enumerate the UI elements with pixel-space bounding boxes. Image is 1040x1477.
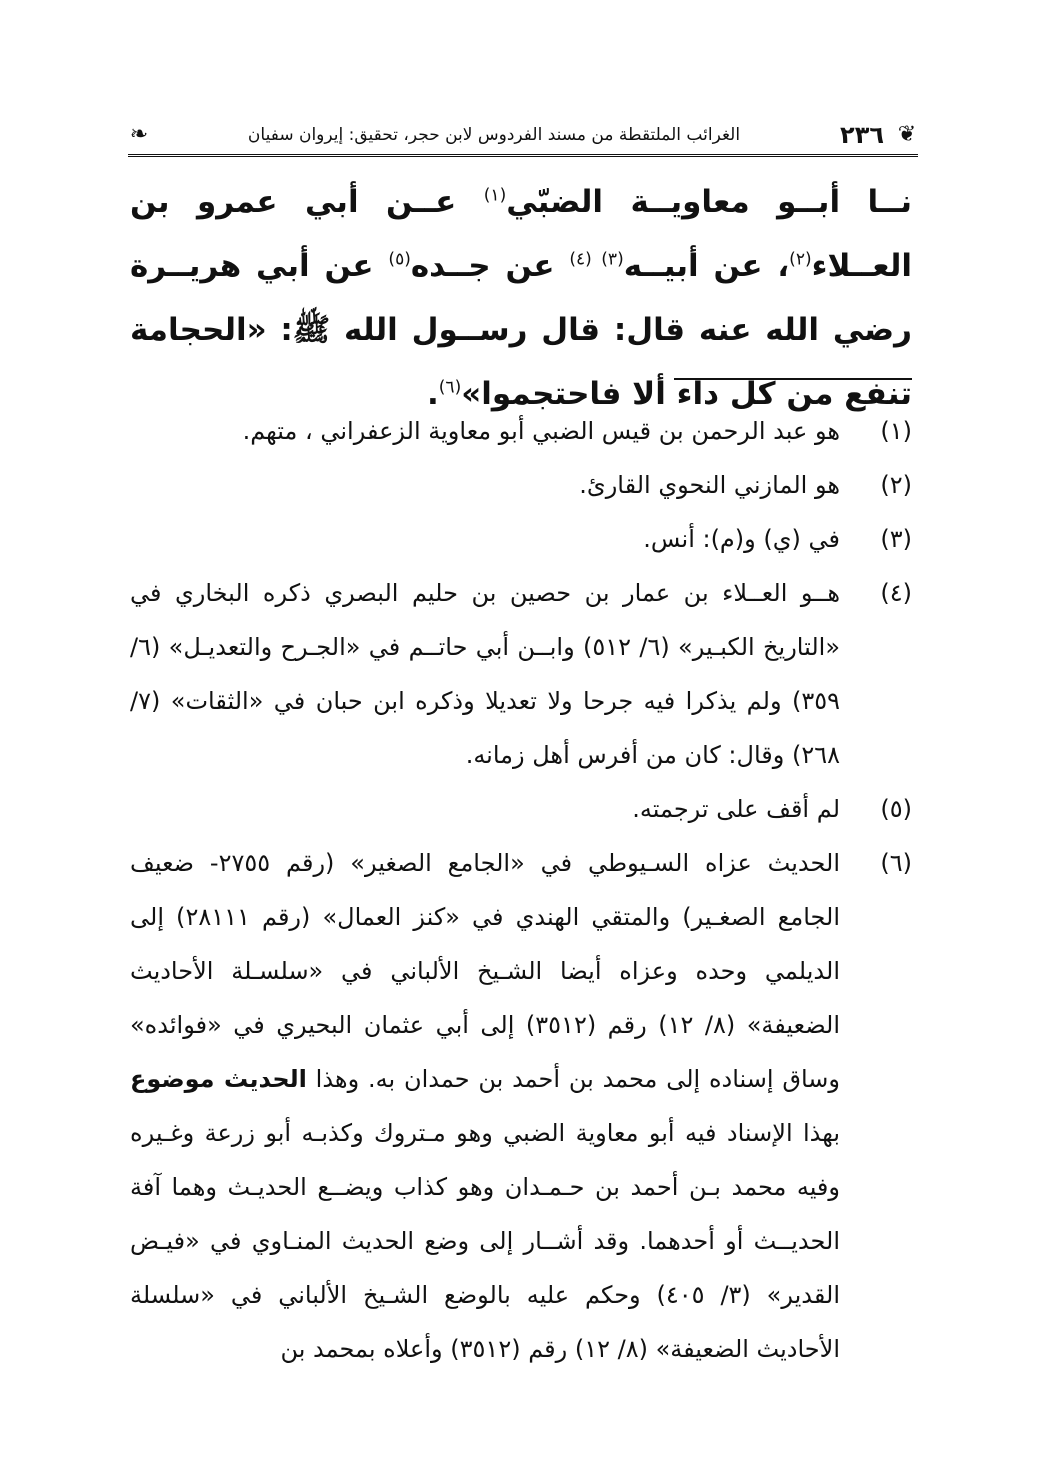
footnote-marker: (٦)	[880, 849, 912, 877]
footnote-text: هــو العــلاء بن عمار بن حصين بن حليم البصري ذكره البخاري في «التاريخ الكبـير» (٦/ ٥١٢) وابــن أبي حاتــم في «الجـرح والتعديـل» (٦/ ٣٥٩) ولم يذكرا فيه جرحا ولا تعديلا وذكره ابن حبان في «الثقات» (٧/ ٢٦٨) وقال: كان من أفرس أهل زمانه.	[130, 579, 840, 769]
floral-ornament-icon: ❦	[897, 122, 917, 147]
footnote-item	[130, 836, 912, 1376]
footnote-marker: (٣)	[880, 525, 912, 553]
footnote-text: هو المازني النحوي القارئ.	[579, 471, 840, 499]
hadith-segment: ، عن أبيــه	[623, 248, 790, 284]
page-number: ٢٣٦	[840, 121, 884, 149]
floral-ornament-icon: ❧	[129, 122, 149, 147]
footnote-ref: (٦)	[438, 377, 462, 398]
footnote-ref: (٢)	[789, 249, 812, 270]
footnote-item	[130, 458, 912, 512]
footnote-verdict: الحديث موضوع	[130, 1065, 307, 1093]
footnote-separator	[674, 378, 912, 380]
hadith-segment: .	[426, 376, 439, 412]
footnote-item	[130, 566, 912, 782]
footnote-marker: (٢)	[880, 471, 912, 499]
footnote-text-part: بهذا الإسناد فيه أبو معاوية الضبي وهو مـتروك وكذبـه أبو زرعة وغـيره وفيه محمد بـن أحمد بن حـمـدان وهو كذاب ويضــع الحديـث وهما آفة الحديــث أو أحدهما. وقد أشــار إلى وضع الحديث المنـاوي في «فيـض القدير» (٣/ ٤٠٥) وحكم عليه بالوضع الشـيخ الألباني في «سلسلة الأحاديث الضعيفة» (٨/ ١٢) رقم (٣٥١٢) وأعلاه بمحمد بن	[130, 1119, 840, 1363]
footnote-text: لم أقف على ترجمته.	[632, 795, 840, 823]
footnote-item	[130, 512, 912, 566]
hadith-segment: عن أبي هريــرة رضي الله عنه قال: قال رســول الله ﷺ: «الحجامة تنفع من كل داء ألا فاحتجموا»	[130, 248, 912, 412]
footnote-marker: (٥)	[880, 795, 912, 823]
footnote-text: هو عبد الرحمن بن قيس الضبي أبو معاوية الزعفراني ، متهم.	[242, 417, 840, 445]
running-title: الغرائب الملتقطة من مسند الفردوس لابن حجر، تحقيق: إيروان سفيان	[247, 125, 741, 145]
running-header	[128, 118, 918, 154]
footnote-ref: (٣) (٤)	[569, 249, 624, 270]
footnote-marker: (١)	[880, 417, 912, 445]
footnote-text: في (ي) و(م): أنس.	[643, 525, 840, 553]
footnote-marker: (٤)	[880, 579, 912, 607]
footnote-item	[130, 404, 912, 458]
hadith-segment: نــا أبــو معاويــة الضبّي	[506, 184, 912, 220]
hadith-segment: عن جــده	[410, 248, 570, 284]
footnotes-list	[130, 404, 912, 1376]
footnote-ref: (٥)	[388, 249, 411, 270]
footnote-text-part: الحديث عزاه السـيوطي في «الجامع الصغير» (رقم ٢٧٥٥- ضعيف الجامع الصغـير) والمتقي الهندي في «كنز العمال» (رقم ٢٨١١١) إلى الديلمي وحده وعزاه أيضا الشـيخ الألباني في «سلسـلة الأحاديث الضعيفة» (٨/ ١٢) رقم (٣٥١٢) إلى أبي عثمان البحيري في «فوائده» وساق إسناده إلى محمد بن أحمد بن حمدان به. وهذا	[130, 849, 841, 1093]
header-divider	[128, 154, 918, 157]
hadith-segment: عــن أبي عمرو بن العــلاء	[130, 184, 912, 284]
hadith-text	[130, 170, 912, 426]
footnote-ref: (١)	[483, 185, 507, 206]
footnote-text	[130, 849, 840, 1363]
footnote-item	[130, 782, 912, 836]
